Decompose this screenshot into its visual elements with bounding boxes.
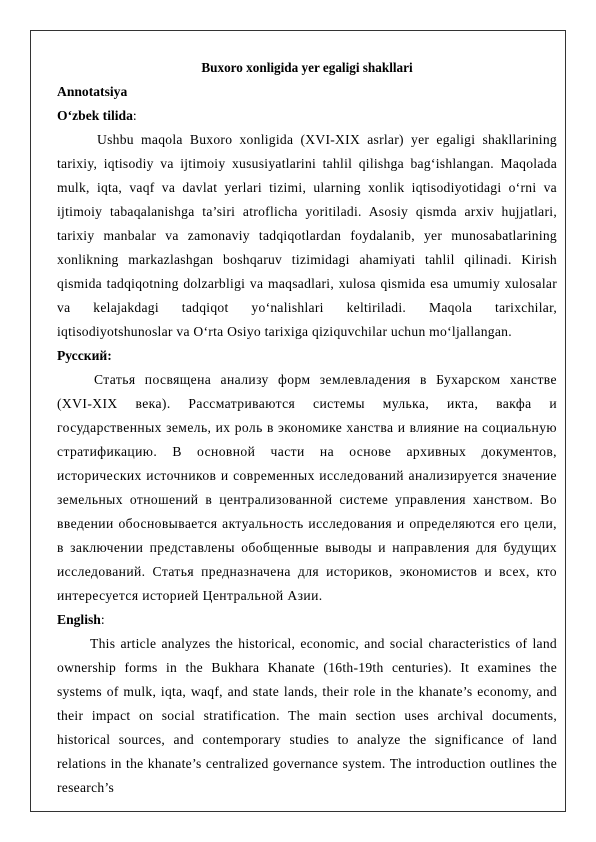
section-heading-uzbek-colon: :	[132, 108, 137, 123]
document-title: Buxoro xonligida yer egaligi shakllari	[201, 60, 413, 75]
section-heading-uzbek-label: O‘zbek tilida	[57, 108, 133, 123]
section-heading-english	[57, 608, 557, 632]
section-heading-russian-colon: :	[107, 348, 112, 363]
abstract-russian: Статья посвящена анализу форм землевладения в Бухарском ханстве (XVI-XIX века). Рассматриваются системы мулька, икта, вакфа и государственных земель, их роль в экономике ханства и влияние на социальную стратификацию. В основной части на основе архивных документов, исторических источников и современных исследований анализируется значение земельных отношений в централизованной системе управления ханством. Во введении обосновывается актуальность исследования и определяются его цели, в заключении представлены обобщенные выводы и направления для будущих исследований. Статья предназначена для историков, экономистов и всех, кто интересуется историей Центральной Азии.	[57, 372, 557, 603]
section-heading-russian	[57, 344, 557, 368]
section-heading-english-label: English	[57, 612, 101, 627]
abstract-english: This article analyzes the historical, economic, and social characteristics of land ownership forms in the Bukhara Khanate (16th-19th centuries). It examines the systems of mulk, iqta, waqf, and state lands, their role in the khanate’s economy, and their impact on social stratification. The main section uses archival documents, historical sources, and contemporary studies to analyze the significance of land relations in the khanate’s centralized governance system. The introduction outlines the research’s	[57, 636, 557, 795]
section-heading-english-colon: :	[100, 612, 105, 627]
annotation-heading: Annotatsiya	[57, 84, 128, 99]
section-heading-uzbek	[57, 104, 557, 128]
section-heading-russian-label: Русский	[57, 348, 108, 363]
abstract-uzbek: Ushbu maqola Buxoro xonligida (XVI-XIX asrlar) yer egaligi shakllarining tarixiy, iqtisodiy va ijtimoiy xususiyatlarini tahlil qilishga bag‘ishlangan. Maqolada mulk, iqta, vaqf va davlat yerlari tizimi, ularning xonlik iqtisodiyotidagi o‘rni va ijtimoiy tabaqalanishga ta’siri atroflicha yoritiladi. Asosiy qismda arxiv hujjatlari, tarixiy manbalar va zamonaviy tadqiqotlardan foydalanib, yer munosabatlarining xonlikning markazlashgan boshqaruv tizimidagi ahamiyati tahlil qilinadi. Kirish qismida tadqiqotning dolzarbligi va maqsadlari, xulosa qismida esa umumiy xulosalar va kelajakdagi tadqiqot yo‘nalishlari keltiriladi. Maqola tarixchilar, iqtisodiyotshunoslar va O‘rta Osiyo tarixiga qiziquvchilar uchun mo‘ljallangan.	[57, 132, 557, 339]
document-body	[57, 56, 557, 800]
